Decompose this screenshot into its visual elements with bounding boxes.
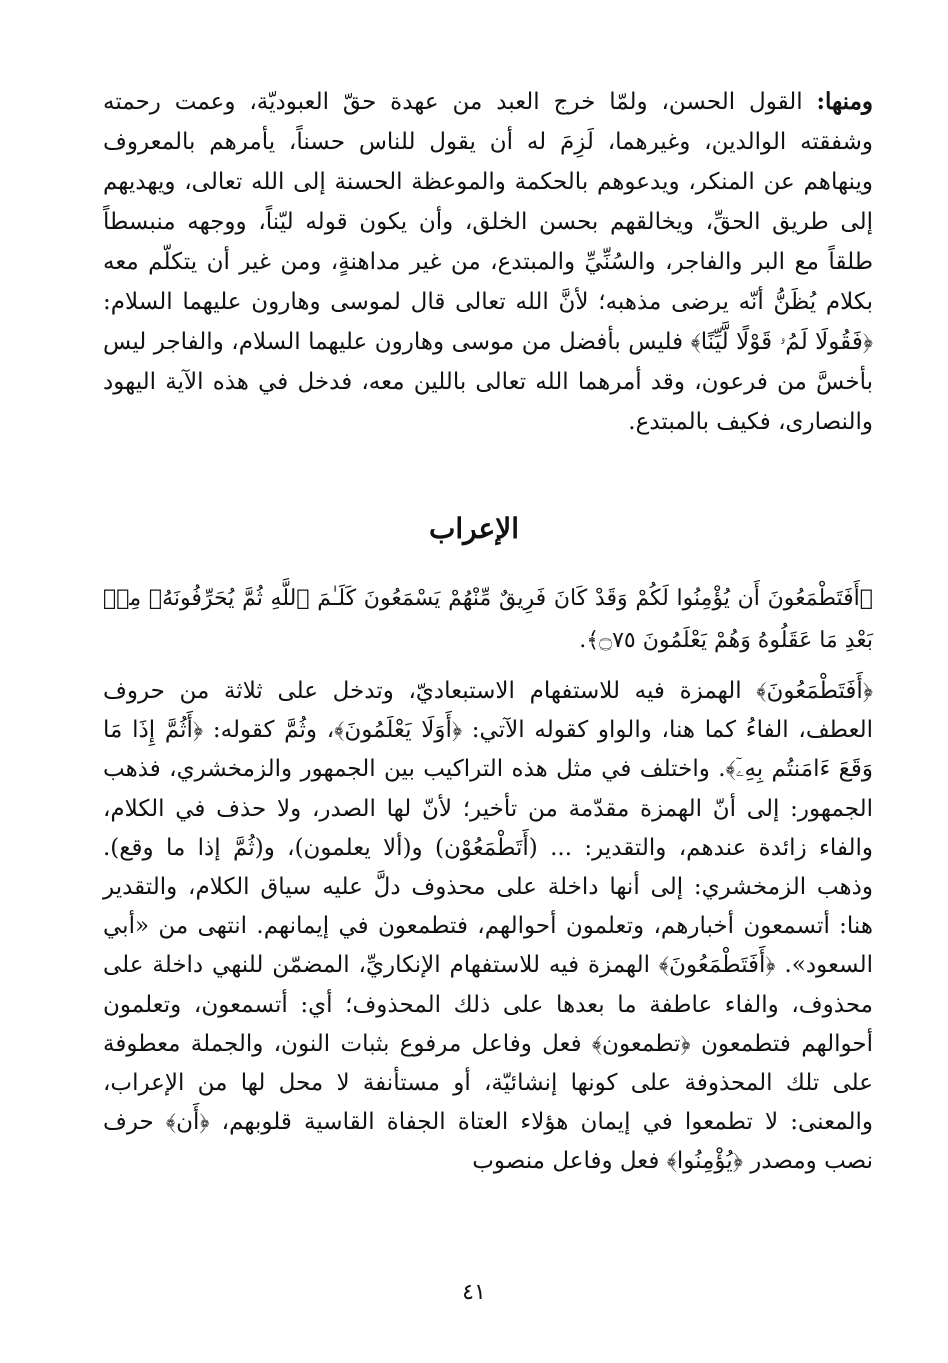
section-heading: الإعراب <box>428 512 520 545</box>
intro-lead-word: ومنها: <box>816 88 873 115</box>
page-number: ٤١ <box>462 1280 486 1305</box>
intro-text: القول الحسن، ولمّا خرج العبد من عهدة حقّ العبوديّة، وعمت رحمته وشفقته الوالدين، وغيرهما، لَزِمَ له أن يقول للناس حسناً، يأمرهم بالمعروف وينهاهم عن المنكر، ويدعوهم بالحكمة والموعظة الحسنة إلى الله تعالى، ويهديهم إلى طريق الحقِّ، ويخالقهم بحسن الخلق، وأن يكون قوله ليّناً، ووجهه منبسطاً طلقاً مع البر والفاجر، والسُنِّيِّ والمبتدع، من غير مداهنةٍ، ومن غير أن يتكلّم معه بكلام يُظَنُّ أنّه يرضى مذهبه؛ لأنَّ الله تعالى قال لموسى وهارون عليهما السلام: ﴿فَقُولَا لَمُۥ قَوْلًا لَّيِّنًا﴾ فليس بأفضل من موسى وهارون عليهما السلام، والفاجر ليس بأخسَّ من فرعون، وقد أمرهما الله تعالى باللين معه، فدخل في هذه الآية اليهود والنصارى، فكيف بالمبتدع. <box>103 89 873 435</box>
intro-paragraph <box>103 82 873 442</box>
quran-verse: ﴿أَفَتَطْمَعُونَ أَن يُؤْمِنُوا لَكُمْ وَقَدْ كَانَ فَرِيقٌ مِّنْهُمْ يَسْمَعُونَ كَلَـٰمَ ٱللَّهِ ثُمَّ يُحَرِّفُونَهُۥ مِنۢ بَعْدِ مَا عَقَلُوهُ وَهُمْ يَعْلَمُونَ ۝٧٥﴾. <box>103 586 873 653</box>
parsing-paragraph: ﴿أَفَتَطْمَعُونَ﴾ الهمزة فيه للاستفهام الاستبعاديّ، وتدخل على ثلاثة من حروف العطف، الفاءُ كما هنا، والواو كقوله الآتي: ﴿أَوَلَا يَعْلَمُونَ﴾، وثُمَّ كقوله: ﴿أَثُمَّ إِذَا مَا وَقَعَ ءَامَنتُم بِهِۦٓ﴾. واختلف في مثل هذه التراكيب بين الجمهور والزمخشري، فذهب الجمهور: إلى أنّ الهمزة مقدّمة من تأخير؛ لأنّ لها الصدر، ولا حذف في الكلام، والفاء زائدة عندهم، والتقدير: ... (أَتَطْمَعُوْن) و(ألا يعلمون)، و(ثُمَّ إذا ما وقع). وذهب الزمخشري: إلى أنها داخلة على محذوف دلَّ عليه سياق الكلام، والتقدير هنا: أتسمعون أخبارهم، وتعلمون أحوالهم، فتطمعون في إيمانهم. انتهى من «أبي السعود». ﴿أَفَتَطْمَعُونَ﴾ الهمزة فيه للاستفهام الإنكاريِّ، المضمّن للنهي داخلة على محذوف، والفاء عاطفة ما بعدها على ذلك المحذوف؛ أي: أتسمعون، وتعلمون أحوالهم فتطمعون ﴿تطمعون﴾ فعل وفاعل مرفوع بثبات النون، والجملة معطوفة على تلك المحذوفة على كونها إنشائيّة، أو مستأنفة لا محل لها من الإعراب، والمعنى: لا تطمعوا في إيمان هؤلاء العتاة الجفاة القاسية قلوبهم، ﴿أَن﴾ حرف نصب ومصدر ﴿يُؤْمِنُوا﴾ فعل وفاعل منصوب <box>103 678 873 1175</box>
